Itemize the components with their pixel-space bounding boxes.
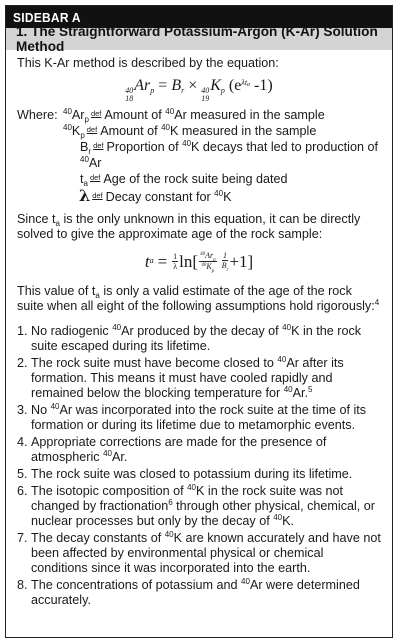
def-text2: K measured in the sample — [170, 124, 317, 138]
assumption-text-part: through other physical, chemical, or nuclear processes but only by the decay of — [31, 499, 375, 528]
intro-text: This K-Ar method is described by the equation: — [17, 56, 279, 70]
def-marker: def — [89, 173, 101, 182]
assumption-text-part: Ar was incorporated into the rock suite at the time of its formation or during its lifetime due to metamorphic events. — [31, 403, 367, 432]
def-symbol: K — [71, 124, 81, 138]
section-heading: 1. The Straightforward Potassium-Argon (K-Ar) Solution Method — [16, 24, 378, 54]
den-sub: p — [211, 268, 215, 274]
para2-a: Since t — [17, 212, 56, 226]
one-over-lambda — [172, 252, 178, 271]
para3-sub: a — [95, 291, 100, 300]
def-sub: r — [88, 147, 92, 156]
def-text2: Ar measured in the sample — [174, 108, 325, 122]
exp-close: -1) — [254, 77, 273, 94]
assumption-text-part: Appropriate corrections are made for the presence of atmospheric — [31, 435, 327, 464]
assumption-superscript: 40 — [283, 385, 293, 394]
times-sign: × — [188, 77, 198, 94]
assumption-text — [31, 435, 381, 465]
def-marker: def — [92, 191, 103, 200]
br-sym: B — [221, 261, 227, 270]
def-text2: K — [223, 190, 232, 204]
def-text2: K decays that led to production of — [191, 140, 378, 154]
br-sub: r — [226, 268, 229, 273]
kar-equation — [17, 75, 381, 101]
assumption-text-part: K are known accurately and have not been affected by environmental physical or chemical conditions since it was incorporated into the earth. — [31, 531, 381, 575]
assumption-text — [31, 484, 381, 529]
k-atomic-number: 19 — [201, 94, 210, 103]
den-mass: 40 — [201, 262, 207, 268]
assumption-item — [17, 484, 381, 529]
assumption-number: 4. — [17, 435, 28, 449]
para2-sub: a — [55, 219, 60, 228]
assumption-text-part: Ar produced by the decay of — [121, 324, 283, 338]
def-symbol: t — [80, 172, 84, 186]
assumption-number: 6. — [17, 484, 28, 498]
definition-row — [17, 187, 381, 206]
assumption-superscript: 40 — [273, 513, 283, 522]
def-marker: def — [90, 109, 102, 118]
br-subscript: r — [181, 86, 185, 95]
ar-subscript: p — [150, 86, 155, 95]
equals-sign: = — [158, 77, 168, 94]
assumption-text-part: K. — [282, 514, 295, 528]
assumption-text — [31, 531, 381, 576]
one-over-br — [222, 251, 229, 271]
k-mass-number: 40 — [201, 86, 210, 95]
ar-symbol: Ar — [134, 77, 151, 94]
ar-over-k — [199, 251, 217, 272]
para3-a: This value of t — [17, 284, 96, 298]
lambda-symbol: λ — [79, 186, 91, 205]
br-symbol: B — [171, 77, 182, 94]
def-sub: p — [80, 131, 85, 140]
assumption-text — [31, 578, 381, 608]
t-symbol: t — [144, 251, 150, 271]
frac-num: 1 — [173, 251, 178, 261]
def-text-sup: 40 — [214, 189, 224, 198]
def-symbol: Ar — [71, 108, 85, 122]
def-sub: a — [83, 179, 88, 188]
paragraph-validity — [17, 284, 381, 314]
definitions-list — [17, 107, 381, 206]
assumption-superscript: 40 — [164, 530, 174, 539]
para3-b: is only a valid estimate of the age of the rock suite when all eight of the following assumptions hold rigorously: — [17, 284, 375, 313]
assumption-number: 1. — [17, 324, 28, 338]
assumption-number: 3. — [17, 403, 28, 417]
exp-open: (e — [228, 77, 242, 94]
where-label: Where: — [17, 108, 58, 122]
assumption-item — [17, 403, 381, 433]
assumption-text-part: Ar. — [112, 450, 128, 464]
ar-atomic-number: 18 — [125, 94, 134, 103]
def-pre-sup: 40 — [63, 123, 72, 132]
paragraph-solve — [17, 212, 381, 242]
equals-sign: = — [157, 251, 168, 271]
assumption-text-part: K in the rock suite escaped during its lifetime. — [31, 324, 362, 353]
assumption-text-part: Ar. — [292, 386, 309, 400]
assumption-text-part: No — [31, 403, 51, 417]
exp-superscript-sub: a — [247, 82, 251, 88]
k-symbol: K — [210, 77, 221, 94]
frac-num — [199, 251, 217, 262]
ar-mass-number: 40 — [125, 86, 134, 95]
def-marker: def — [93, 141, 104, 150]
para2-b: is the only unknown in this equation, it can be directly solved to give the approximate age of the rock sample: — [17, 212, 361, 241]
frac-den — [222, 261, 229, 271]
def-text-sup: 40 — [161, 123, 171, 132]
def-text: Proportion of — [106, 140, 183, 154]
def-text: Amount of — [100, 124, 162, 138]
frac-den — [201, 262, 214, 272]
assumption-superscript: 5 — [308, 385, 313, 394]
assumption-text-part: Ar were determined accurately. — [31, 578, 360, 607]
def-text: Amount of — [104, 108, 166, 122]
def-symbol: B — [80, 140, 89, 154]
assumption-text — [31, 467, 381, 482]
assumption-item — [17, 435, 381, 465]
assumption-text-part: The rock suite was closed to potassium during its lifetime. — [31, 467, 353, 481]
assumptions-list — [17, 324, 381, 608]
assumption-item — [17, 324, 381, 354]
sidebar-body — [6, 56, 392, 608]
def-text3: Ar — [88, 156, 102, 170]
assumption-number: 8. — [17, 578, 28, 592]
assumption-text-part: The concentrations of potassium and — [31, 578, 242, 592]
assumption-text-part: Ar after its formation. This means it must have cooled rapidly and remained below the blocking temperature for — [31, 356, 344, 400]
k-subscript: p — [220, 86, 225, 95]
den-sym: K — [206, 261, 212, 271]
assumption-superscript: 40 — [187, 483, 197, 492]
definition-row — [17, 107, 381, 123]
sidebar-box — [5, 5, 393, 638]
ar-nuclide-numbers — [125, 87, 133, 103]
k-nuclide-numbers — [201, 87, 209, 103]
assumption-number: 7. — [17, 531, 28, 545]
assumption-item — [17, 467, 381, 482]
num-sub: p — [213, 257, 216, 263]
assumption-text-part: K in the rock suite was not changed by fractionation — [31, 484, 344, 513]
assumption-superscript: 40 — [277, 355, 287, 364]
ln-bracket: ln[ — [179, 251, 199, 271]
assumption-number: 5. — [17, 467, 28, 481]
assumption-item — [17, 531, 381, 576]
frac-num: 1 — [222, 251, 227, 260]
assumption-text-part: No radiogenic — [31, 324, 113, 338]
def-text-sup: 40 — [182, 139, 192, 148]
frac-den: λ — [173, 261, 178, 271]
assumption-superscript: 40 — [282, 323, 292, 332]
def-text: Age of the rock suite being dated — [103, 172, 288, 186]
para3-sup: 4 — [374, 298, 380, 307]
def-text: Decay constant for — [105, 190, 215, 204]
num-mass: 40 — [200, 251, 206, 257]
plus-one: +1] — [229, 251, 254, 271]
section-heading-bar — [6, 24, 392, 54]
num-sym: Ar — [205, 250, 214, 260]
definition-row — [17, 139, 381, 171]
age-equation: t a = $\frac{1}{\lambda}$ ln[ $\frac{^{40}Ar_p}{^{40}K_p}$ $\frac{1}{B_r}$ +1] — [144, 250, 254, 274]
definition-row — [17, 171, 381, 187]
sidebar-label: SIDEBAR A — [13, 9, 81, 25]
assumption-superscript: 6 — [168, 498, 173, 507]
assumption-superscript: 40 — [112, 323, 122, 332]
assumption-superscript: 40 — [241, 577, 250, 586]
def-text-sup2: 40 — [80, 155, 89, 164]
exp-superscript: λt — [241, 78, 248, 87]
assumption-item — [17, 356, 381, 401]
assumption-text-part: The rock suite must have become closed to — [31, 356, 278, 370]
assumption-item — [17, 578, 381, 608]
def-sub: p — [84, 115, 89, 124]
assumption-text — [31, 403, 381, 433]
assumption-text — [31, 324, 381, 354]
assumption-superscript: 40 — [50, 402, 60, 411]
def-pre-sup: 40 — [63, 107, 72, 116]
definition-row — [17, 123, 381, 139]
assumption-number: 2. — [17, 356, 28, 370]
assumption-text-part: The decay constants of — [31, 531, 165, 545]
assumption-text-part: The isotopic composition of — [31, 484, 188, 498]
assumption-text — [31, 356, 381, 401]
assumption-superscript: 40 — [103, 449, 113, 458]
def-marker: def — [86, 125, 98, 134]
def-text-sup: 40 — [165, 107, 175, 116]
